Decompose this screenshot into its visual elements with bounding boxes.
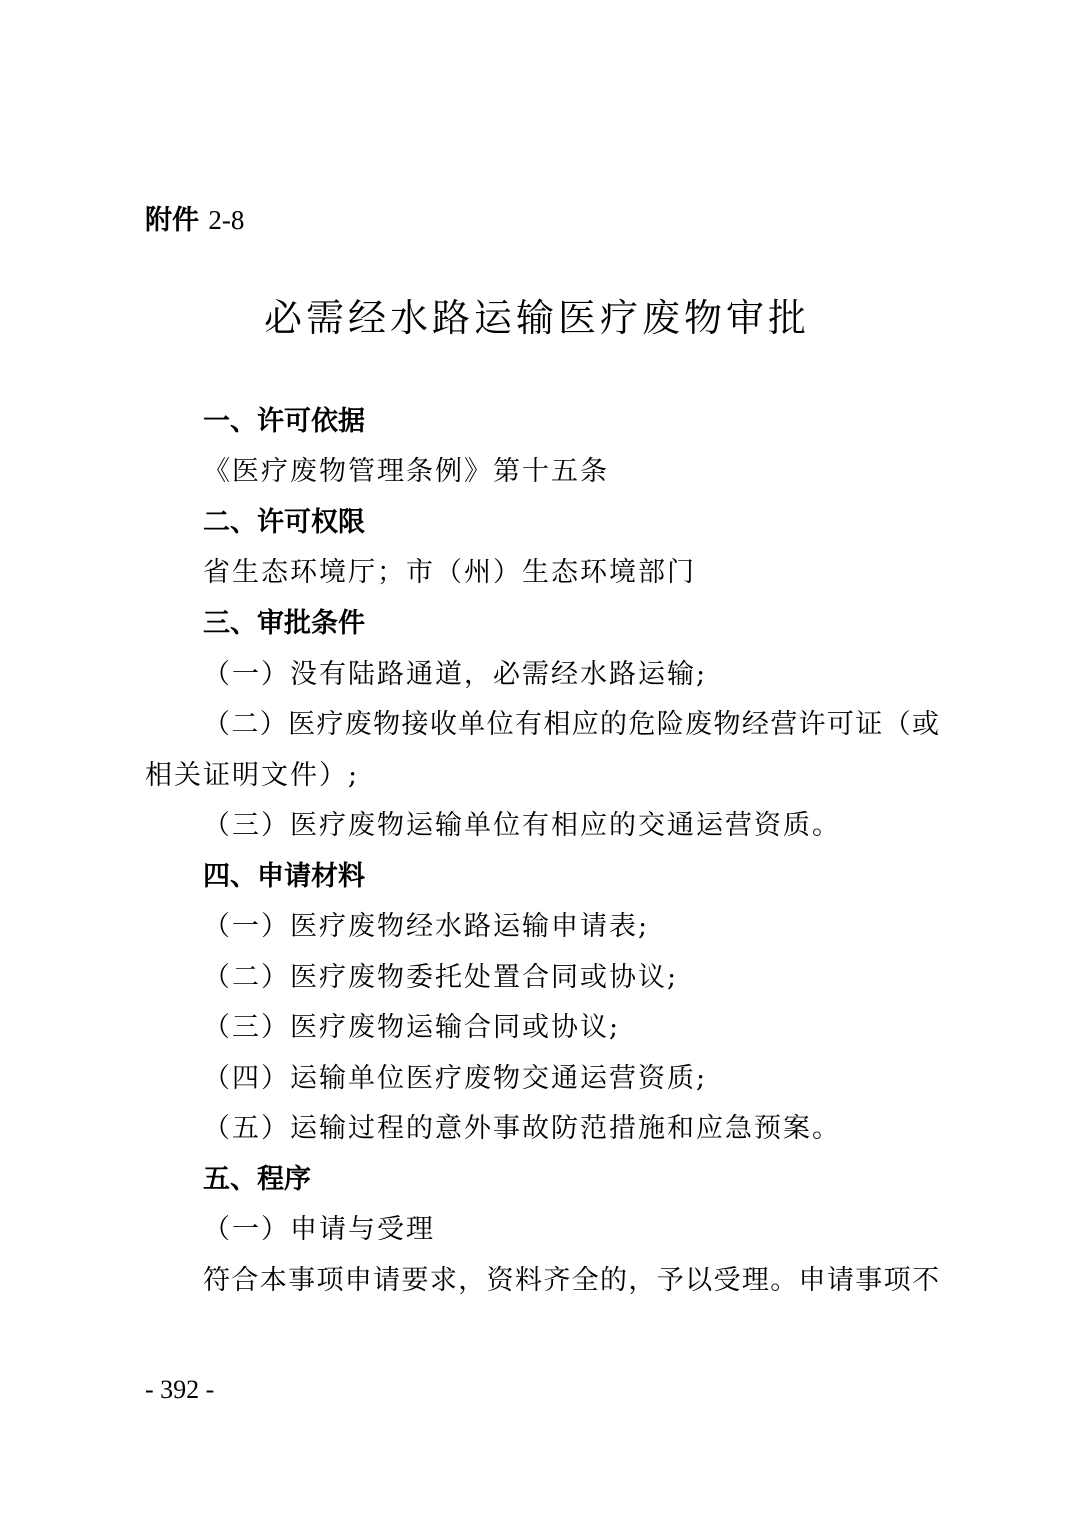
condition-item-2-line-1: （二）医疗废物接收单位有相应的危险废物经营许可证（或 [203,709,939,740]
material-item-5: （五）运输过程的意外事故防范措施和应急预案。 [203,1113,841,1144]
condition-item-1: （一）没有陆路通道，必需经水路运输; [203,659,708,690]
procedure-subheading-1: （一）申请与受理 [203,1214,435,1245]
authority-text: 省生态环境厅；市（州）生态环境部门 [203,557,696,588]
page-number: - 392 - [145,1375,215,1404]
section-heading-conditions: 三、审批条件 [203,608,365,639]
material-item-1: （一）医疗废物经水路运输申请表; [203,911,650,942]
section-heading-materials: 四、申请材料 [203,861,365,892]
section-heading-authority: 二、许可权限 [203,507,365,538]
basis-text: 《医疗废物管理条例》第十五条 [203,456,609,487]
material-item-2: （二）医疗废物委托处置合同或协议; [203,962,679,993]
material-item-3: （三）医疗废物运输合同或协议; [203,1012,621,1043]
section-heading-basis: 一、许可依据 [203,406,365,437]
condition-item-2-line-2: 相关证明文件）; [145,760,360,791]
material-item-4: （四）运输单位医疗废物交通运营资质; [203,1063,708,1094]
attachment-label-text: 附件 [145,205,199,236]
section-heading-procedure: 五、程序 [203,1164,311,1195]
document-title: 必需经水路运输医疗废物审批 [263,296,810,340]
attachment-number: 2-8 [208,205,245,235]
attachment-label [145,200,244,241]
procedure-text-line-1: 符合本事项申请要求，资料齐全的，予以受理。申请事项不 [203,1265,939,1296]
condition-item-3: （三）医疗废物运输单位有相应的交通运营资质。 [203,810,841,841]
